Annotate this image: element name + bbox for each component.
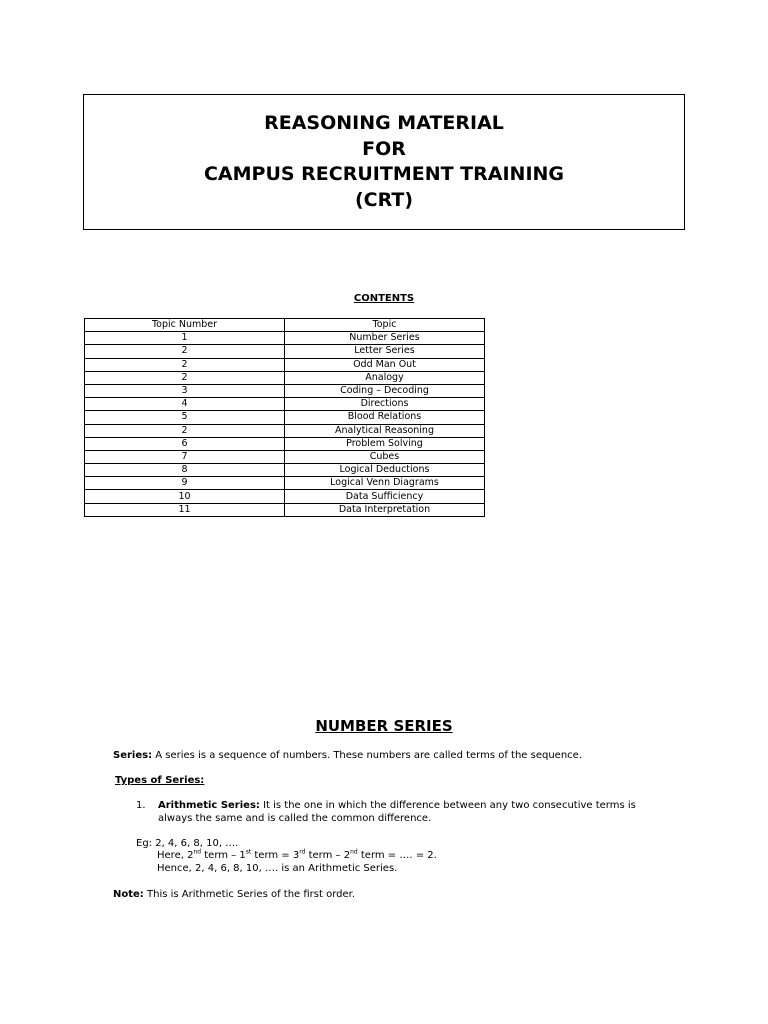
table-header-row xyxy=(85,319,485,332)
topic-cell: Cubes xyxy=(285,450,485,463)
types-heading: Types of Series: xyxy=(115,775,205,786)
topic-cell: Data Interpretation xyxy=(285,503,485,516)
arithmetic-definition-line-1 xyxy=(158,799,636,812)
here-text-6: term – 2 xyxy=(305,850,351,861)
topic-number-cell: 2 xyxy=(85,424,285,437)
table-row xyxy=(85,358,485,371)
here-sup-1: nd xyxy=(193,848,202,856)
hence-line: Hence, 2, 4, 6, 8, 10, …. is an Arithmetic Series. xyxy=(157,863,398,874)
topic-cell: Number Series xyxy=(285,332,485,345)
topic-cell: Logical Venn Diagrams xyxy=(285,477,485,490)
topic-number-cell: 10 xyxy=(85,490,285,503)
table-row xyxy=(85,437,485,450)
here-sup-7: nd xyxy=(350,848,358,856)
topic-cell: Problem Solving xyxy=(285,437,485,450)
column-header-topic-number: Topic Number xyxy=(85,319,285,332)
list-item-number: 1. xyxy=(136,800,146,811)
table-row xyxy=(85,371,485,384)
title-box xyxy=(83,94,685,230)
series-text: A series is a sequence of numbers. These numbers are called terms of the sequence. xyxy=(152,750,583,761)
table-row xyxy=(85,411,485,424)
here-text-0: Here, 2 xyxy=(157,850,194,861)
arithmetic-definition-line-2: always the same and is called the common difference. xyxy=(158,813,432,824)
topic-number-cell: 2 xyxy=(85,371,285,384)
topic-number-cell: 4 xyxy=(85,398,285,411)
contents-heading: CONTENTS xyxy=(353,293,415,304)
note-text: This is Arithmetic Series of the first order. xyxy=(143,889,356,900)
topic-cell: Odd Man Out xyxy=(285,358,485,371)
topic-number-cell: 2 xyxy=(85,358,285,371)
example-line: Eg: 2, 4, 6, 8, 10, …. xyxy=(136,838,239,849)
topic-cell: Logical Deductions xyxy=(285,464,485,477)
contents-table-body xyxy=(85,332,485,517)
note-label: Note: xyxy=(113,889,144,900)
topic-number-cell: 2 xyxy=(85,345,285,358)
here-sup-3: st xyxy=(245,848,252,856)
table-row xyxy=(85,345,485,358)
topic-number-cell: 3 xyxy=(85,384,285,397)
here-sup-5: rd xyxy=(299,848,306,856)
contents-table xyxy=(84,318,485,517)
arithmetic-text-1: It is the one in which the difference between any two consecutive terms is xyxy=(259,800,636,811)
table-row xyxy=(85,477,485,490)
topic-number-cell: 9 xyxy=(85,477,285,490)
table-row xyxy=(85,464,485,477)
topic-cell: Data Sufficiency xyxy=(285,490,485,503)
topic-number-cell: 1 xyxy=(85,332,285,345)
table-row xyxy=(85,398,485,411)
topic-cell: Analogy xyxy=(285,371,485,384)
here-line xyxy=(157,849,437,862)
title-line-1: REASONING MATERIAL xyxy=(264,112,504,134)
note-line xyxy=(113,888,355,901)
table-row xyxy=(85,332,485,345)
topic-cell: Directions xyxy=(285,398,485,411)
topic-number-cell: 6 xyxy=(85,437,285,450)
section-heading: NUMBER SERIES xyxy=(315,717,453,735)
topic-number-cell: 11 xyxy=(85,503,285,516)
topic-cell: Coding – Decoding xyxy=(285,384,485,397)
series-label: Series: xyxy=(113,750,153,761)
table-row xyxy=(85,503,485,516)
table-row xyxy=(85,424,485,437)
topic-cell: Blood Relations xyxy=(285,411,485,424)
arithmetic-label: Arithmetic Series: xyxy=(158,800,260,811)
here-text-4: term = 3 xyxy=(251,850,300,861)
series-definition xyxy=(113,749,582,762)
table-row xyxy=(85,490,485,503)
column-header-topic: Topic xyxy=(285,319,485,332)
topic-number-cell: 8 xyxy=(85,464,285,477)
here-text-2: term – 1 xyxy=(201,850,246,861)
topic-cell: Analytical Reasoning xyxy=(285,424,485,437)
topic-number-cell: 5 xyxy=(85,411,285,424)
title-line-2: FOR xyxy=(362,137,406,160)
title-line-4: (CRT) xyxy=(354,188,414,211)
table-row xyxy=(85,450,485,463)
here-text-8: term = …. = 2. xyxy=(357,850,437,861)
table-row xyxy=(85,384,485,397)
topic-number-cell: 7 xyxy=(85,450,285,463)
topic-cell: Letter Series xyxy=(285,345,485,358)
title-line-3: CAMPUS RECRUITMENT TRAINING xyxy=(203,163,565,185)
